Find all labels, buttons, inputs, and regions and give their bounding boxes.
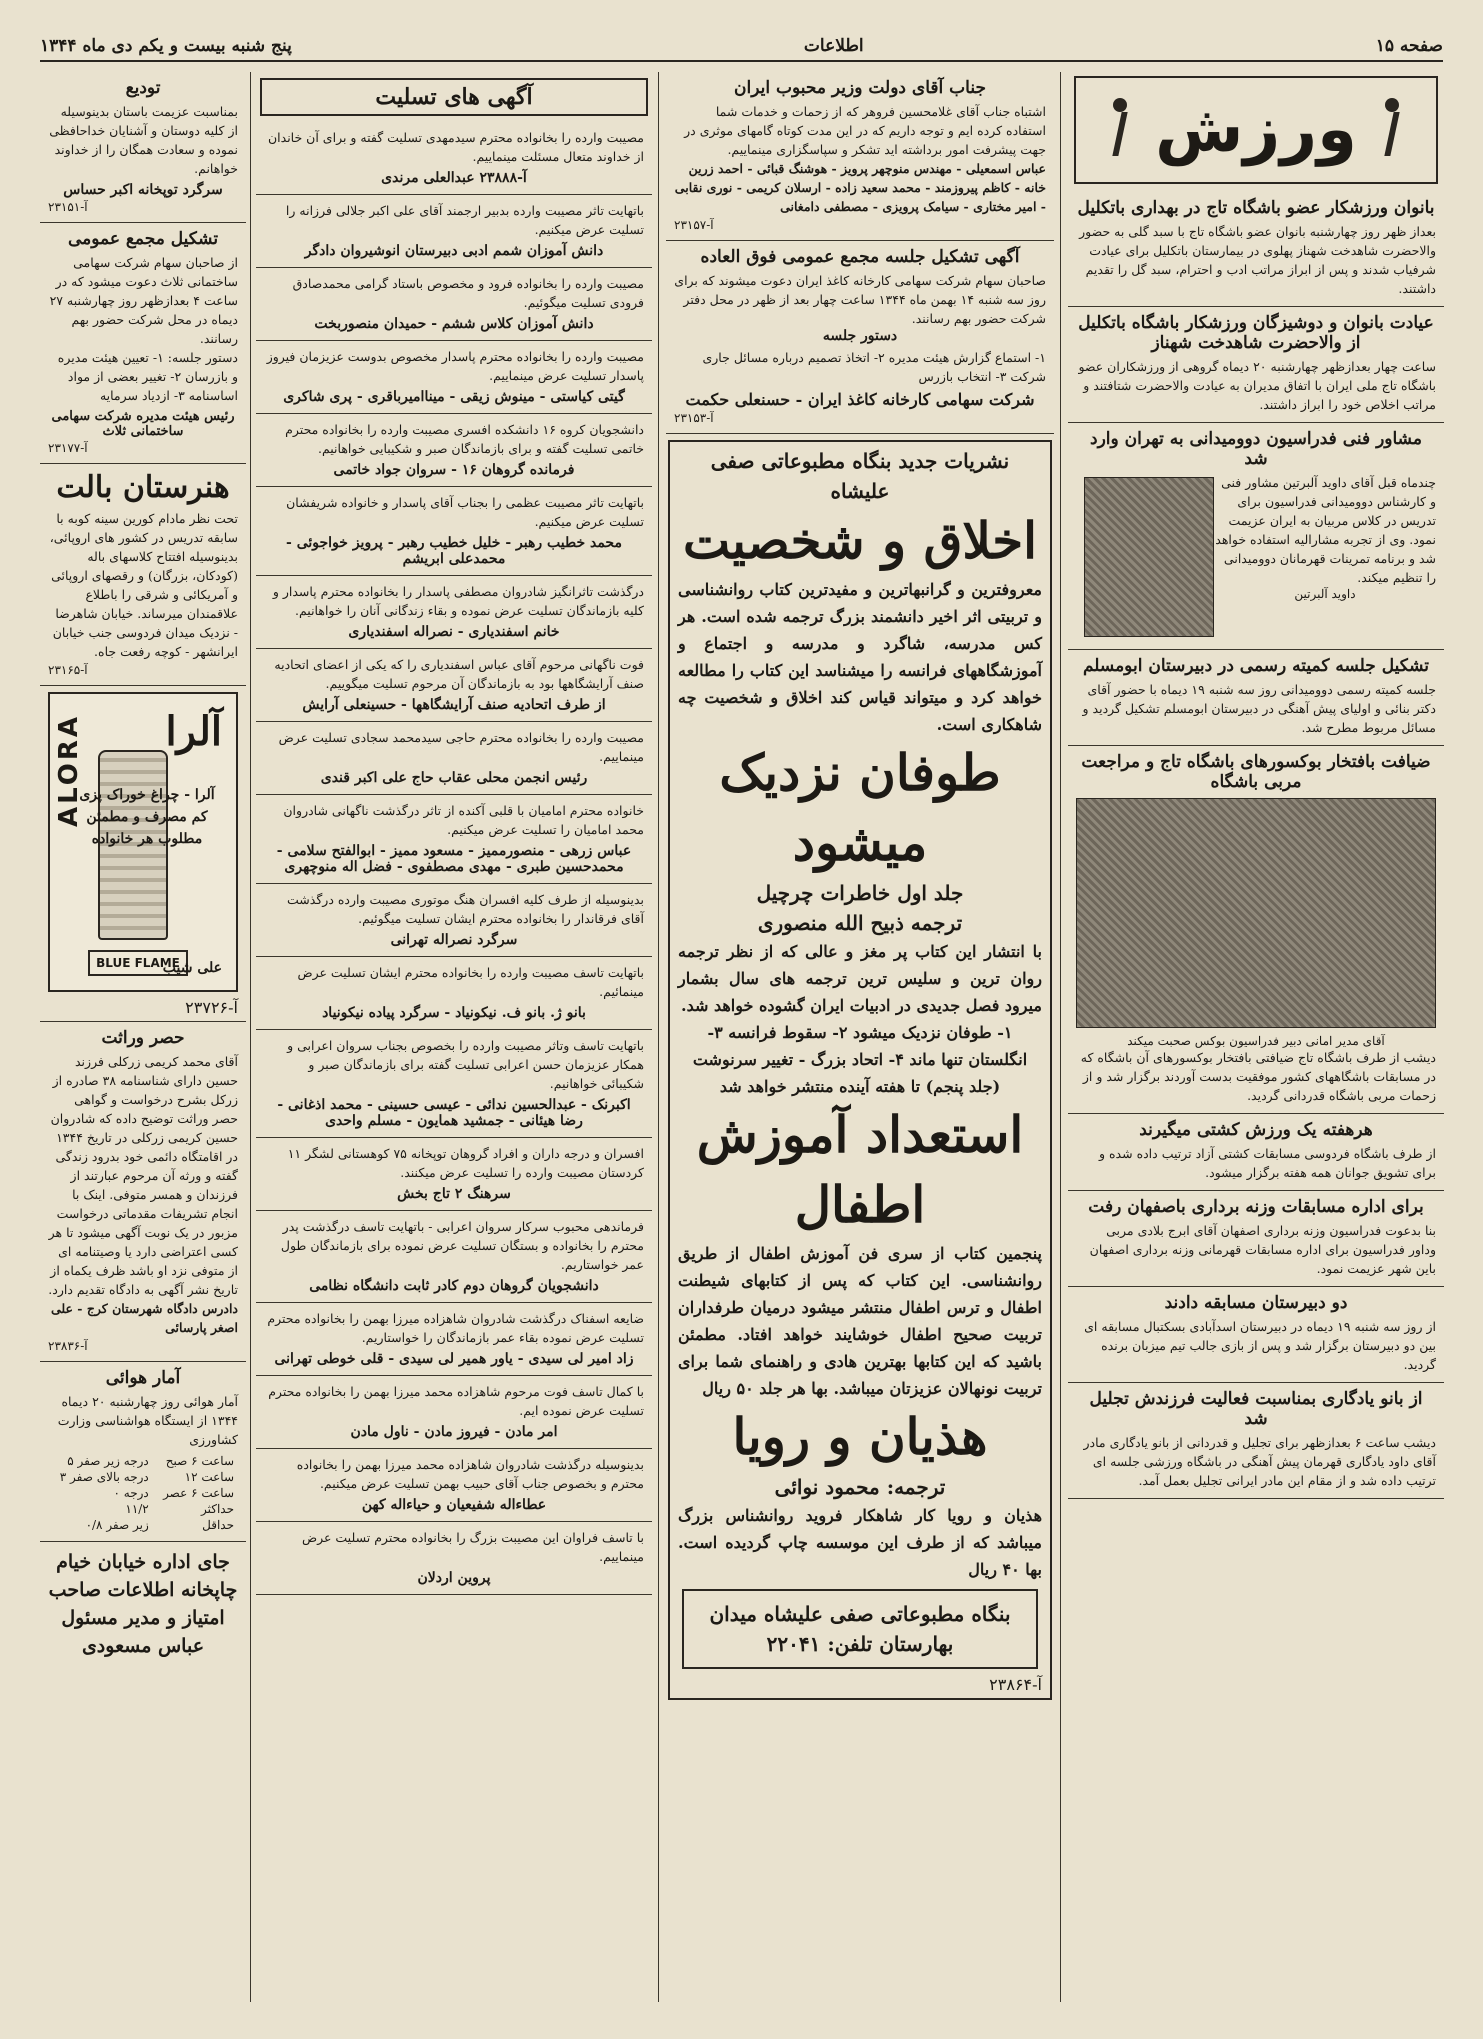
brand-logo: ALORA <box>54 714 84 828</box>
condolence-item: بدینوسیله درگذشت شادروان شاهزاده محمد میرزا بهمن را بخانواده محترم و بخصوص جناب آقای حبیب بهمن تسلیت عرض میکنیم. عطاءاله شفیعیان و حیاءاله کهن <box>256 1449 652 1522</box>
condolences-column <box>256 72 652 1595</box>
book-title: طوفان نزدیک میشود <box>719 743 1001 872</box>
condolence-item: با کمال تاسف فوت مرحوم شاهزاده محمد میرزا بهمن را بخانواده محترم تسلیت عرض نموده ایم. امر مادن - فیروز مادن - ناول مادن <box>256 1376 652 1449</box>
book-title: اخلاق و شخصیت <box>682 511 1038 570</box>
page-number: صفحه ۱۵ <box>1375 36 1443 56</box>
athlete-figure-icon <box>1103 98 1137 162</box>
book-title: استعداد آموزش اطفال <box>696 1105 1024 1234</box>
sports-article: دو دبیرستان مسابقه دادند از روز سه شنبه ۱۹ دیماه در دبیرستان اسدآبادی بسکتبال مسابقه ای بین دو دبیرستان برگزار شد و پس از بازی جالب تیم میزبان برنده گردید. <box>1068 1287 1444 1383</box>
heater-ad: ALORA آلرا آلرا - چراغ خوراک پزی کم مصرف و مطمئن مطلوب هر خانواده BLUE FLAME علی شیب <box>48 692 238 992</box>
weather-stats: آمار هوائی آمار هوائی روز چهارشنبه ۲۰ دیماه ۱۳۴۴ از ایستگاه هواشناسی وزارت کشاورزی ساعت ۶ صبح درجه زیر صفر ۵ ساعت ۱۲ درجه بالای صفر ۳ ساعت ۶ عصر درجه ۰ حداکثر ۱۱/۲ حداقل زیر صفر ۰/۸ <box>40 1362 246 1542</box>
publisher-address: بنگاه مطبوعاتی صفی علیشاه میدان بهارستان تلفن: ۲۲۰۴۱ <box>682 1589 1038 1669</box>
condolence-item: ضایعه اسفناک درگذشت شادروان شاهزاده میرزا بهمن را بخانواده محترم تسلیت عرض نموده بقاء عمر بازماندگان را خواستاریم. زاد امیر لی سیدی - یاور همیر لی سیدی - قلی خوطی تهرانی <box>256 1303 652 1376</box>
condolence-item: باتهایت تاسف وتاثر مصیبت وارده را بخصوص بجناب سروان اعرابی و همکار عزیزمان حسن اعرابی تسلیت گفته برای بازماندگان صبر و شکیبائی خواهانیم. اکبرنک - عبدالحسین ندائی - عیسی حسینی - محمد اذغانی - رضا هیئانی - جمشید همایون - مسلم واحدی <box>256 1030 652 1138</box>
paper-name: اطلاعات <box>803 36 864 56</box>
meeting-notice: آگهی تشکیل جلسه مجمع عمومی فوق العاده صاحبان سهام شرکت سهامی کارخانه کاغذ ایران دعوت میشوند که برای روز سه شنبه ۱۴ بهمن ماه ۱۳۴۴ ساعت چهار بعد از ظهر در محل دفتر شرکت حضور بهم رسانند. دستور جلسه ۱- استماع گزارش هیئت مدیره ۲- اتخاذ تصمیم درباره مسائل جاری شرکت ۳- انتخاب بازرس شرکت سهامی کارخانه کاغذ ایران - حسنعلی حکمت آ-۲۳۱۵۳ <box>666 241 1054 434</box>
brand-name: آلرا <box>165 708 222 755</box>
sports-article: بانوان ورزشکار عضو باشگاه تاج در بهداری باتکلیل بعداز ظهر روز چهارشنبه بانوان عضو باشگاه تاج با سبد گلی به حضور والاحضرت شاهدخت شهناز پهلوی در بیمارستان باتکلیل برای عیادت شرفیاب شدند و پس از ابراز مراتب ادب و احترام، سبد گل را تقدیم داشتند. <box>1068 192 1444 307</box>
condolence-item: مصیبت وارده را بخانواده محترم حاجی سیدمحمد سجادی تسلیت عرض مینماییم. رئیس انجمن محلی عقاب حاج علی اکبر قندی <box>256 722 652 795</box>
sports-article: برای اداره مسابقات وزنه برداری باصفهان رفت بنا بدعوت فدراسیون وزنه برداری اصفهان آقای ابرج بلادی مربی وداور فدراسیون برای اداره مسابقات قهرمانی وزنه برداری اصفهان باین شهر عزیمت نمود. <box>1068 1191 1444 1287</box>
sports-article: ضیافت بافتخار بوکسورهای باشگاه تاج و مراجعت مربی باشگاه آقای مدیر امانی دبیر فدراسیون بوکس صحبت میکند دیشب از طرف باشگاه تاج ضیافتی بافتخار بوکسورهای آن باشگاه که در مسابقات باشگاههای کشور موفقیت بدست آوردند برگزار شد و از زحمات مربی باشگاه قدردانی گردید. <box>1068 746 1444 1114</box>
condolence-item: درگذشت تاثرانگیز شادروان مصطفی پاسدار را بخانواده محترم پاسدار و کلیه بازماندگان تسلیت عرض نموده و بقاء زندگانی آنان را خواهانیم. خانم اسفندیاری - نصراله اسفندیاری <box>256 576 652 649</box>
thanks-notice: جناب آقای دولت وزیر محبوب ایران اشتباه جناب آقای غلامحسین فروهر که از زحمات و خدمات شما استفاده کرده ایم و توجه داریم که در این مدت کوتاه گامهای موثری در جهت پیشرفت امور برداشته اید تشکر و سپاسگزاری مینماییم. عباس اسمعیلی - مهندس منوچهر پرویز - هوشنگ قبائی - احمد زرین خانه - کاظم پیروزمند - محمد سعید زاده - ارسلان کریمی - نوری نقابی - امیر مختاری - سیامک پرویزی - مصطفی دامغانی آ-۲۳۱۵۷ <box>666 72 1054 241</box>
condolence-item: افسران و درجه داران و افراد گروهان توپخانه ۷۵ کوهستانی لشگر ۱۱ کردستان مصیبت وارده را تسلیت عرض میکنند. سرهنگ ۲ تاج بخش <box>256 1138 652 1211</box>
farewell-notice: تودیع بمناسبت عزیمت باستان بدینوسیله از کلیه دوستان و آشنایان خداحافظی نموده و سعادت همگان را از خداوند خواهانم. سرگرد توپخانه اکبر حساس آ-۲۳۱۵۱ <box>40 72 246 223</box>
issue-date: پنج شنبه بیست و یکم دی ماه ۱۳۴۴ <box>40 36 292 56</box>
page-header <box>40 32 1443 62</box>
condolence-item: باتهایت تاثر مصیبت وارده بدبیر ارجمند آقای علی اکبر جلالی فرزانه را تسلیت عرض میکنیم. دانش آموزان شمم ادبی دبیرستان انوشیروان دادگر <box>256 195 652 268</box>
classifieds-column: تودیع بمناسبت عزیمت باستان بدینوسیله از کلیه دوستان و آشنایان خداحافظی نموده و سعادت همگان را از خداوند خواهانم. سرگرد توپخانه اکبر حساس آ-۲۳۱۵۱ تشکیل مجمع عمومی از صاحبان سهام شرکت سهامی ساختمانی ثلاث دعوت میشود که در ساعت ۴ بعدازظهر روز چهارشنبه ۲۷ دیماه در محل شرکت حضور بهم رسانند. دستور جلسه: ۱- تعیین هیئت مدیره و بازرسان ۲- تغییر بعضی از مواد اساسنامه ۳- ازدیاد سرمایه رئیس هیئت مدیره شرکت سهامی ساختمانی ثلاث آ-۲۳۱۷۷ هنرستان بالت تحت نظر مادام کورین سینه کوبه با سابقه تدریس در کشور های اروپائی، بدینوسیله افتتاح کلاسهای باله (کودکان، بزرگان) و رقصهای اروپائی و آمریکائی و شرقی را باطلاع علاقمندان میرساند. خیابان شاهرضا - نزدیک میدان فردوسی جنب خیابان ایرانشهر - کوچه رفعت جاه. آ-۲۳۱۶۵ ALORA آلرا آلرا - چراغ خوراک پزی کم مصرف و مطمئن مطلوب هر خانواده BLUE FLAME علی شیب آ-۲۳۷۲۶ حصر وراثت آقای محمد کریمی زرکلی فرزند حسین دارای شناسنامه ۳۸ صادره از زرکل بشرح درخواست و گواهی حصر وراثت توضیح داده که شادروان حسین کریمی زرکلی در تاریخ ۱۳۴۴ در اقامتگاه دائمی خود بدرود زندگی گفته و ورثه آن مرحوم عبارتند از فرزندان و همسر متوفی. اینک با انجام تشریفات مقدماتی درخواست مزبور در یک نوبت آگهی میشود تا هر کسی اعتراضی دارد یا وصیتنامه ای از متوفی نزد او باشد ظرف یکماه از تاریخ نشر آگهی به دادگاه تقدیم دارد. دادرس دادگاه شهرستان کرج - علی اصغر پارسائی آ-۲۳۸۳۶ آمار هوائی آمار هوائی روز چهارشنبه ۲۰ دیماه ۱۳۴۴ از ایستگاه هواشناسی وزارت کشاورزی ساعت ۶ صبح درجه زیر صفر ۵ ساعت ۱۲ درجه بالای صفر ۳ ساعت ۶ عصر درجه ۰ حداکثر ۱۱/۲ حداقل زیر صفر ۰/۸ جای اداره خیابان خیام چاپخانه اطلاعات صاحب امتیاز و مدیر مسئول عباس مسعودی <box>40 72 246 1666</box>
sports-article: هرهفته یک ورزش کشتی میگیرند از طرف باشگاه فردوسی مسابقات کشتی آزاد ترتیب داده شده و برای تشویق جوانان همه هفته برگزار میشود. <box>1068 1114 1444 1191</box>
assembly-notice: تشکیل مجمع عمومی از صاحبان سهام شرکت سهامی ساختمانی ثلاث دعوت میشود که در ساعت ۴ بعدازظهر روز چهارشنبه ۲۷ دیماه در محل شرکت حضور بهم رسانند. دستور جلسه: ۱- تعیین هیئت مدیره و بازرسان ۲- تغییر بعضی از مواد اساسنامه ۳- ازدیاد سرمایه رئیس هیئت مدیره شرکت سهامی ساختمانی ثلاث آ-۲۳۱۷۷ <box>40 223 246 464</box>
column-rule <box>658 72 659 2002</box>
sports-article: عیادت بانوان و دوشیزگان ورزشکار باشگاه باتکلیل از والاحضرت شاهدخت شهناز ساعت چهار بعدازظهر چهارشنبه ۲۰ دیماه گروهی از ورزشکاران عضو باشگاه تاج ملی ایران با اتفاق مدیران به عیادت والاحضرت شتافتند و مراتب اخلاص خود را ابراز داشتند. <box>1068 307 1444 423</box>
blue-flame-badge: BLUE FLAME <box>88 950 188 976</box>
athlete-figure-icon <box>1375 98 1409 162</box>
table-row: حداکثر ۱۱/۲ <box>125 1502 234 1516</box>
portrait-photo <box>1084 477 1214 637</box>
column-rule <box>1060 72 1061 2002</box>
table-row: ساعت ۶ عصر درجه ۰ <box>113 1486 234 1500</box>
weather-table <box>48 1453 238 1533</box>
book-title: هذیان و رویا <box>732 1407 988 1466</box>
publisher-header: نشریات جدید بنگاه مطبوعاتی صفی علیشاه <box>710 449 1010 503</box>
table-row: حداقل زیر صفر ۰/۸ <box>85 1518 234 1532</box>
table-row: ساعت ۶ صبح درجه زیر صفر ۵ <box>67 1454 234 1468</box>
middle-column <box>666 72 1054 1706</box>
table-row: ساعت ۱۲ درجه بالای صفر ۳ <box>59 1470 234 1484</box>
column-rule <box>250 72 251 2002</box>
condolence-list <box>256 122 652 1595</box>
heirship-notice: حصر وراثت آقای محمد کریمی زرکلی فرزند حسین دارای شناسنامه ۳۸ صادره از زرکل بشرح درخواست و گواهی حصر وراثت توضیح داده که شادروان حسین کریمی زرکلی در تاریخ ۱۳۴۴ در اقامتگاه دائمی خود بدرود زندگی گفته و ورثه آن مرحوم عبارتند از فرزندان و همسر متوفی. اینک با انجام تشریفات مقدماتی درخواست مزبور در یک نوبت آگهی میشود تا هر کسی اعتراضی دارد یا وصیتنامه ای از متوفی نزد او باشد ظرف یکماه از تاریخ نشر آگهی به دادگاه تقدیم دارد. دادرس دادگاه شهرستان کرج - علی اصغر پارسائی آ-۲۳۸۳۶ <box>40 1021 246 1362</box>
condolence-item: باتهایت تاثر مصیبت عظمی را بجناب آقای پاسدار و خانواده شریفشان تسلیت عرض میکنیم. محمد خطیب رهبر - خلیل خطیب رهبر - پرویز خواجوئی - محمدعلی ابریشم <box>256 487 652 576</box>
condolence-item: فرماندهی محبوب سرکار سروان اعرابی - باتهایت تاسف درگذشت پدر محترم را بخانواده و بستگان تسلیت عرض نموده برای بازماندگان طول عمر خواستاریم. دانشجویان گروهان دوم کادر ثابت دانشگاه نظامی <box>256 1211 652 1303</box>
condolence-item: مصیبت وارده را بخانواده محترم سیدمهدی تسلیت گفته و برای آن خاندان از خداوند متعال مسئلت مینماییم. آ-۲۳۸۸۸ عبدالعلی مرندی <box>256 122 652 195</box>
condolence-item: باتهایت تاسف مصیبت وارده را بخانواده محترم ایشان تسلیت عرض مینمائیم. بانو ژ. بانو ف. نیکونیاد - سرگرد پیاده نیکونیاد <box>256 957 652 1030</box>
ballet-ad: هنرستان بالت تحت نظر مادام کورین سینه کوبه با سابقه تدریس در کشور های اروپائی، بدینوسیله افتتاح کلاسهای باله (کودکان، بزرگان) و رقصهای اروپائی و آمریکائی و شرقی را باطلاع علاقمندان میرساند. خیابان شاهرضا - نزدیک میدان فردوسی جنب خیابان ایرانشهر - کوچه رفعت جاه. آ-۲۳۱۶۵ <box>40 464 246 686</box>
publisher-imprint: جای اداره خیابان خیام چاپخانه اطلاعات صاحب امتیاز و مدیر مسئول عباس مسعودی <box>48 1551 238 1657</box>
banquet-photo <box>1076 798 1436 1028</box>
sports-column <box>1068 72 1444 1499</box>
sports-article: مشاور فنی فدراسیون دوومیدانی به تهران وارد شد چندماه قبل آقای داوید آلبرتین مشاور فنی و کارشناس دوومیدانی فدراسیون برای تدریس در کلاس مربیان به ایران عزیمت نمود. وی از تجربه مشارالیه استفاده خواهد شد و برنامه تمرینات قهرمانان دوومیدانی را تنظیم میکند. داوید آلبرتین <box>1068 423 1444 650</box>
condolences-header: آگهی های تسلیت <box>260 78 648 116</box>
sports-article: تشکیل جلسه کمیته رسمی در دبیرستان ابومسلم جلسه کمیته رسمی دوومیدانی روز سه شنبه ۱۹ دیماه با حضور آقای دکتر بنائی و اولیای پیش آهنگی در دبیرستان ابومسلم تشکیل گردید و مسائل مربوط مطرح شد. <box>1068 650 1444 746</box>
publisher-ad: نشریات جدید بنگاه مطبوعاتی صفی علیشاه اخلاق و شخصیت معروفترین و گرانبهاترین و مفیدترین کتاب روانشناسی و تربیتی اثر اخیر دانشمند بزرگ ترجمه شده است. هر کس مدرسه، شاگرد و مدرسه و اجتماع و آموزشگاههای فرانسه را میشناسد این کتاب را مطالعه خواهد کرد و میتواند قیاس کند اخلاق و شخصیت چه شاهکاری است. طوفان نزدیک میشود جلد اول خاطرات چرچیل ترجمه ذبیح الله منصوری با انتشار این کتاب پر مغز و عالی که از نظر ترجمه روان ترین و سلیس ترین ترجمه های سال بشمار میرود فصل جدیدی در ادبیات ایران گشوده خواهد شد. ۱- طوفان نزدیک میشود ۲- سقوط فرانسه ۳- انگلستان تنها ماند ۴- اتحاد بزرگ - تغییر سرنوشت (جلد پنجم) تا هفته آینده منتشر خواهد شد استعداد آموزش اطفال پنجمین کتاب از سری فن آموزش اطفال از طریق روانشناسی. این کتاب که پس از کتابهای شیطنت اطفال و ترس اطفال منتشر میشود درمیان طرفداران تربیت صحیح اطفال خوشایند خواهد افتاد. مطمئن باشید که این کتابها بهترین هادی و راهنمای شما برای تربیت نونهالان عزیزتان میباشد. بها هر جلد ۵۰ ریال هذیان و رویا ترجمه: محمود نوائی هذیان و رویا کار شاهکار فروید روانشناس بزرگ میباشد که از طرف این موسسه چاپ گردیده است. بها ۴۰ ریال بنگاه مطبوعاتی صفی علیشاه میدان بهارستان تلفن: ۲۲۰۴۱ آ-۲۳۸۶۴ <box>668 440 1052 1700</box>
sports-masthead: ورزش <box>1074 76 1438 184</box>
condolence-item: با تاسف فراوان این مصیبت بزرگ را بخانواده محترم تسلیت عرض مینماییم. پروین اردلان <box>256 1522 652 1595</box>
condolence-item: خانواده محترم امامیان با قلبی آکنده از تاثر درگذشت ناگهانی شادروان محمد امامیان را تسلیت عرض میکنیم. عباس زرهی - منصورممیز - مسعود ممیز - ابوالفتح سلامی - محمدحسین طبری - مهدی مصطفوی - فضل اله منوچهری <box>256 795 652 884</box>
condolence-item: مصیبت وارده را بخانواده محترم پاسدار مخصوص بدوست عزیزمان فیروز پاسدار تسلیت عرض مینماییم. گیتی کیاستی - مینوش زیقی - میناامیرباقری - پری شاکری <box>256 341 652 414</box>
photo-caption: آقای مدیر امانی دبیر فدراسیون بوکس صحبت میکند <box>1127 1034 1385 1048</box>
photo-caption: داوید آلبرتین <box>1294 587 1356 601</box>
condolence-item: بدینوسیله از طرف کلیه افسران هنگ موتوری مصیبت وارده درگذشت آقای فرقاندار را بخانواده محترم ایشان تسلیت میگوئیم. سرگرد نصراله تهرانی <box>256 884 652 957</box>
sports-article: از بانو یادگاری بمناسبت فعالیت فرزندش تجلیل شد دیشب ساعت ۶ بعدازظهر برای تجلیل و قدردانی از بانو یادگاری مادر آقای داود یادگاری قهرمان پیش آهنگی در باشگاه ورزشی جلسه ای ترتیب داده شد و از مقام این مادر ایرانی تجلیل بعمل آمد. <box>1068 1383 1444 1499</box>
condolence-item: دانشجویان کروه ۱۶ دانشکده افسری مصیبت وارده را بخانواده محترم خاتمی تسلیت گفته و برای بازماندگان صبر و شکیبایی خواهانیم. فرمانده گروهان ۱۶ - سروان جواد خاتمی <box>256 414 652 487</box>
condolence-item: فوت ناگهانی مرحوم آقای عباس اسفندیاری را که یکی از اعضای اتحادیه صنف آرایشگاهها بود به بازماندگان آن مرحوم تسلیت میگوییم. از طرف اتحادیه صنف آرایشگاهها - حسینعلی آرایش <box>256 649 652 722</box>
condolence-item: مصیبت وارده را بخانواده فرود و مخصوص باستاد گرامی محمدصادق فرودی تسلیت میگوئیم. دانش آموزان کلاس ششم - حمیدان منصوربخت <box>256 268 652 341</box>
